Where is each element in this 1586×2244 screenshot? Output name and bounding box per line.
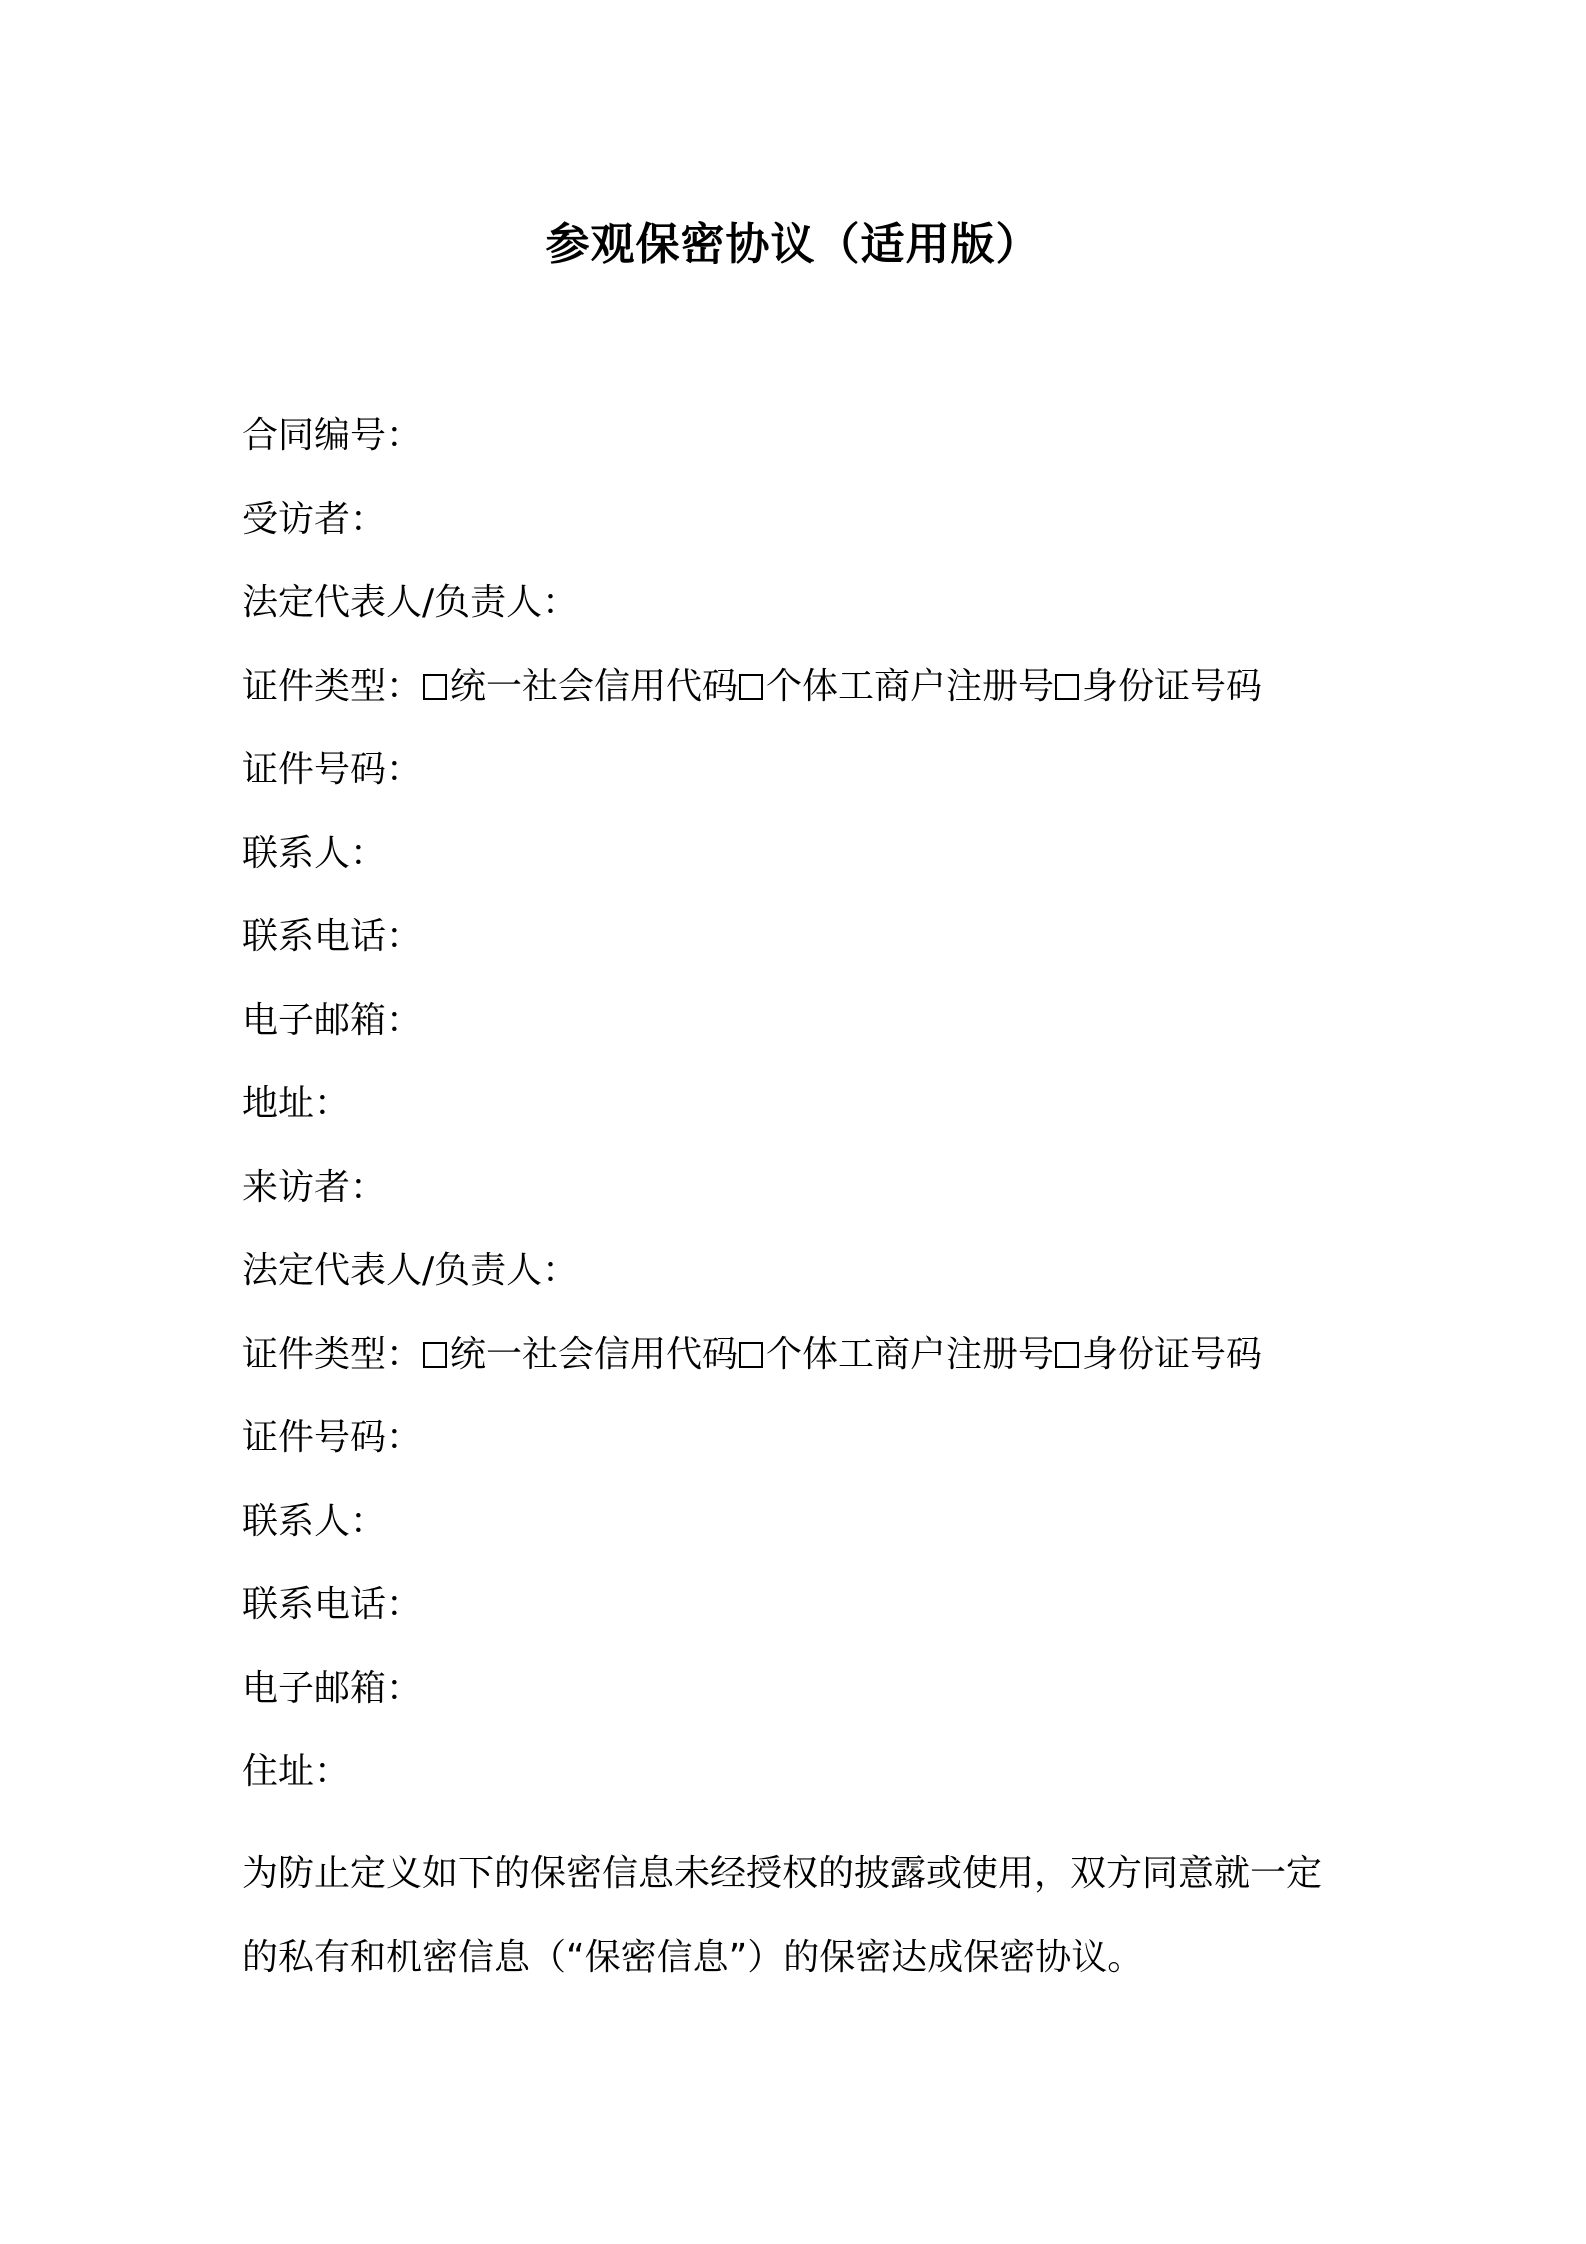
field-host-id-number (242, 742, 1382, 826)
field-host-address (242, 1076, 1382, 1160)
paragraph-line: 的私有和机密信息（“保密信息”）的保密达成保密协议。 (242, 1937, 1144, 1978)
checkbox-icon[interactable] (1055, 1342, 1079, 1368)
checkbox-icon[interactable] (1055, 674, 1079, 700)
field-host-legal-representative (242, 575, 1382, 659)
field-host-phone (242, 909, 1382, 993)
id-type-options (422, 666, 1262, 707)
option-label: 身份证号码 (1082, 1333, 1263, 1375)
option-label: 个体工商户注册号 (766, 665, 1055, 707)
field-label: 地址： (242, 1083, 351, 1124)
field-label: 住址： (242, 1751, 351, 1792)
field-contract-number (242, 408, 1382, 492)
field-visitor-phone (242, 1577, 1382, 1661)
option-label: 统一社会信用代码 (450, 1333, 739, 1375)
field-visitor-id-type (242, 1327, 1382, 1411)
field-host-id-type (242, 659, 1382, 743)
field-host-email (242, 993, 1382, 1077)
field-label: 证件号码： (242, 749, 423, 790)
field-label: 来访者： (242, 1166, 387, 1208)
field-label: 联系电话： (242, 1584, 423, 1625)
id-type-options (422, 1334, 1262, 1375)
field-label: 联系电话： (242, 916, 423, 957)
field-label: 法定代表人/负责人： (242, 1250, 579, 1291)
field-host (242, 492, 1382, 576)
field-label: 电子邮箱： (242, 1667, 423, 1709)
document-title: 参观保密协议（适用版） (545, 219, 1041, 270)
option-credit-code[interactable] (422, 666, 738, 707)
checkbox-icon[interactable] (423, 674, 447, 700)
field-visitor-address (242, 1744, 1382, 1828)
option-id-card[interactable] (1054, 1334, 1262, 1375)
field-label: 受访者： (242, 498, 387, 540)
agreement-intro-paragraph (242, 1832, 1372, 2000)
field-label: 法定代表人/负责人： (242, 582, 579, 623)
field-visitor-contact (242, 1494, 1382, 1578)
field-label: 合同编号： (242, 415, 423, 456)
field-label: 证件号码： (242, 1417, 423, 1458)
paragraph-line: 为防止定义如下的保密信息未经授权的披露或使用，双方同意就一定 (242, 1853, 1323, 1894)
field-label: 联系人： (242, 832, 387, 874)
checkbox-icon[interactable] (739, 674, 763, 700)
form-fields (242, 408, 1382, 1828)
option-id-card[interactable] (1054, 666, 1262, 707)
field-visitor (242, 1160, 1382, 1244)
field-visitor-legal-representative (242, 1243, 1382, 1327)
field-label: 证件类型： (242, 665, 423, 707)
field-host-contact (242, 826, 1382, 910)
option-label: 统一社会信用代码 (450, 665, 739, 707)
checkbox-icon[interactable] (739, 1342, 763, 1368)
option-credit-code[interactable] (422, 1334, 738, 1375)
field-visitor-id-number (242, 1410, 1382, 1494)
field-label: 证件类型： (242, 1333, 423, 1375)
option-business-registration[interactable] (738, 1334, 1054, 1375)
checkbox-icon[interactable] (423, 1342, 447, 1368)
option-business-registration[interactable] (738, 666, 1054, 707)
field-label: 电子邮箱： (242, 999, 423, 1041)
option-label: 个体工商户注册号 (766, 1333, 1055, 1375)
field-label: 联系人： (242, 1500, 387, 1542)
field-visitor-email (242, 1661, 1382, 1745)
option-label: 身份证号码 (1082, 665, 1263, 707)
